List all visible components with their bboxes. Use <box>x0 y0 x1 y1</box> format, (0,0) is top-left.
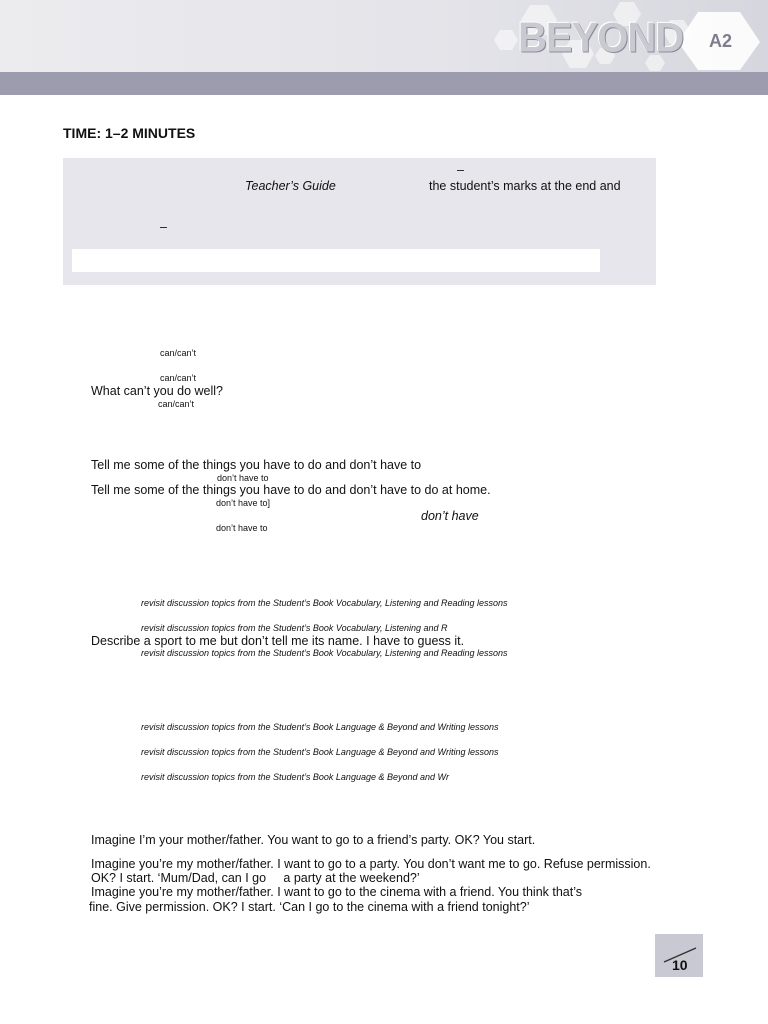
dont-have-italic: don’t have <box>421 509 479 523</box>
dont-have-to-label: don’t have to <box>216 523 268 533</box>
dont-have-to-label: don’t have to] <box>216 498 271 508</box>
note-dash-left: – <box>160 220 167 234</box>
time-heading: TIME: 1–2 MINUTES <box>63 125 196 141</box>
can-cant-label: can/can’t <box>160 348 197 358</box>
roleplay-cinema: Imagine you’re my mother/father. I want to go to the cinema with a friend. You think that’s <box>91 885 583 899</box>
question-have-to-home: Tell me some of the things you have to do and don’t have to do at home. <box>91 483 491 497</box>
note-teachers-guide: Teacher’s Guide <box>245 179 336 193</box>
question-cant-do-well: What can’t you do well? <box>91 384 224 398</box>
dont-have-to-label: don’t have to <box>217 473 269 483</box>
can-cant-label: can/can’t <box>160 373 197 383</box>
revisit-note: revisit discussion topics from the Student’s Book Language & Beyond and Writing lessons <box>141 747 499 757</box>
header-band <box>0 72 768 95</box>
can-cant-label: can/can’t <box>158 399 195 409</box>
logo-beyond: BEYOND <box>518 14 684 62</box>
revisit-note: revisit discussion topics from the Student’s Book Language & Beyond and Wr <box>141 772 450 782</box>
note-marks-text: the student’s marks at the end and <box>429 179 621 193</box>
roleplay-refuse: Imagine you’re my mother/father. I want to go to a party. You don’t want me to go. Refuse permission. <box>91 857 651 871</box>
roleplay-party: Imagine I’m your mother/father. You want to go to a friend’s party. OK? You start. <box>91 833 536 847</box>
roleplay-cinema-start: fine. Give permission. OK? I start. ‘Can I go to the cinema with a friend tonight?’ <box>89 900 530 914</box>
question-describe-sport: Describe a sport to me but don’t tell me its name. I have to guess it. <box>91 634 465 648</box>
teacher-note-field <box>72 249 600 272</box>
question-have-to: Tell me some of the things you have to do and don’t have to <box>91 458 422 472</box>
note-dash-top: – <box>457 163 464 177</box>
page-number: 10 <box>672 957 688 973</box>
revisit-note: revisit discussion topics from the Student’s Book Language & Beyond and Writing lessons <box>141 722 499 732</box>
roleplay-refuse-start: OK? I start. ‘Mum/Dad, can I go a party at the weekend?’ <box>91 871 420 885</box>
revisit-note: revisit discussion topics from the Student’s Book Vocabulary, Listening and R <box>141 623 448 633</box>
level-badge: A2 <box>709 31 733 51</box>
revisit-note: revisit discussion topics from the Student’s Book Vocabulary, Listening and Reading lessons <box>141 598 508 608</box>
revisit-note: revisit discussion topics from the Student’s Book Vocabulary, Listening and Reading lessons <box>141 648 508 658</box>
